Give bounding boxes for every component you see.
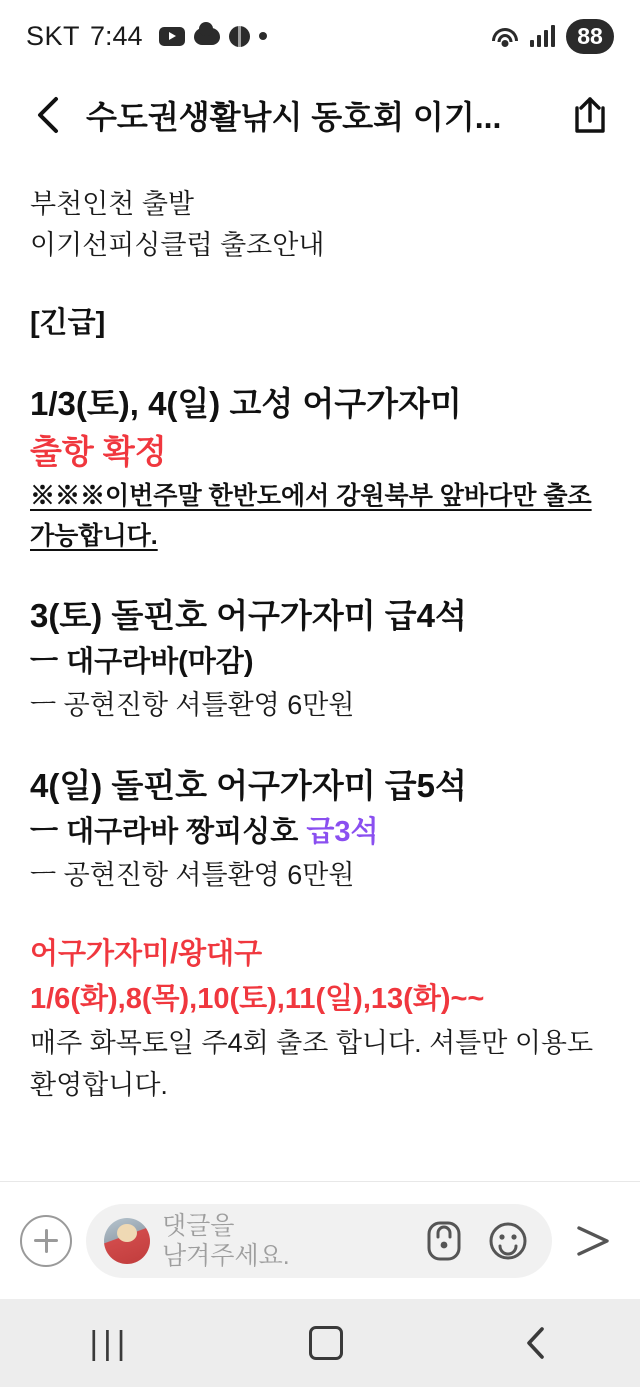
status-notification-icons xyxy=(159,26,267,47)
wifi-icon xyxy=(491,25,519,47)
spacer xyxy=(30,556,610,592)
lock-icon xyxy=(424,1220,464,1262)
comment-placeholder-line-2: 남겨주세요. xyxy=(162,1241,290,1270)
add-attachment-button[interactable] xyxy=(20,1215,72,1267)
comment-bar xyxy=(0,1181,640,1299)
status-right xyxy=(491,19,615,54)
dot-icon xyxy=(259,32,267,40)
spacer xyxy=(30,896,610,932)
section-1-item-1: ㅡ 대구라바(마감) xyxy=(30,646,254,678)
nav-back-button[interactable] xyxy=(522,1326,550,1360)
footer-red-line-1: 어구가자미/왕대구 xyxy=(30,938,263,970)
post-content xyxy=(0,158,640,1181)
footer-line-1: 매주 화목토일 주4회 출조 합니다. 셔틀만 이용도 xyxy=(30,1028,594,1058)
lock-button[interactable] xyxy=(418,1215,470,1267)
section-2-item-1-text: ㅡ 대구라바 짱피싱호 xyxy=(30,816,307,848)
section-2-item-1-highlight: 급3석 xyxy=(306,816,379,848)
signal-icon xyxy=(530,25,556,47)
back-chevron-icon xyxy=(33,95,63,135)
emoji-icon xyxy=(487,1220,529,1262)
app-header xyxy=(0,72,640,158)
comment-input[interactable] xyxy=(86,1204,552,1278)
intro-line-2: 이기선피싱클럽 출조안내 xyxy=(30,230,325,260)
send-button[interactable] xyxy=(566,1214,620,1268)
spacer xyxy=(30,266,610,302)
urgent-tag: [긴급] xyxy=(30,307,106,339)
page-title: 수도권생활낚시 동호회 이기... xyxy=(86,99,502,135)
footer-line-2: 환영합니다. xyxy=(30,1070,168,1100)
section-2-title: 4(일) 돌핀호 어구가자미 급5석 xyxy=(30,767,467,804)
avatar xyxy=(104,1218,150,1264)
spacer xyxy=(30,726,610,762)
carrier-label: SKT xyxy=(26,20,81,51)
emoji-button[interactable] xyxy=(482,1215,534,1267)
section-2-item-1 xyxy=(30,810,610,854)
back-button[interactable] xyxy=(26,93,70,137)
system-nav-bar xyxy=(0,1299,640,1387)
headline: 1/3(토), 4(일) 고성 어구가자미 xyxy=(30,385,462,422)
comment-placeholder-line-1: 댓글을 xyxy=(162,1211,235,1240)
clock-label: 7:44 xyxy=(90,20,143,51)
status-left xyxy=(26,21,267,52)
spacer xyxy=(30,344,610,380)
share-button[interactable] xyxy=(566,91,614,139)
comment-placeholder xyxy=(162,1211,406,1271)
nav-back-icon xyxy=(522,1326,550,1360)
note-line-2: 가능합니다. xyxy=(30,522,158,550)
globe-icon xyxy=(229,26,250,47)
share-icon xyxy=(571,95,609,135)
note-line-1: ※※※이번주말 한반도에서 강원북부 앞바다만 출조 xyxy=(30,482,592,510)
battery-badge: 88 xyxy=(566,19,614,54)
send-icon xyxy=(570,1218,616,1264)
nav-recents-button[interactable]: ||| xyxy=(89,1324,131,1361)
headline-confirm: 출항 확정 xyxy=(30,433,167,470)
nav-home-button[interactable] xyxy=(309,1326,343,1360)
footer-red-line-2: 1/6(화),8(목),10(토),11(일),13(화)~~ xyxy=(30,983,485,1015)
section-1-item-2: ㅡ 공현진항 셔틀환영 6만원 xyxy=(30,690,355,720)
section-2-item-2: ㅡ 공현진항 셔틀환영 6만원 xyxy=(30,860,355,890)
status-bar xyxy=(0,0,640,72)
cloud-icon xyxy=(194,28,220,45)
section-1-title: 3(토) 돌핀호 어구가자미 급4석 xyxy=(30,597,467,634)
intro-line-1: 부천인천 출발 xyxy=(30,189,194,219)
youtube-icon xyxy=(159,27,185,46)
